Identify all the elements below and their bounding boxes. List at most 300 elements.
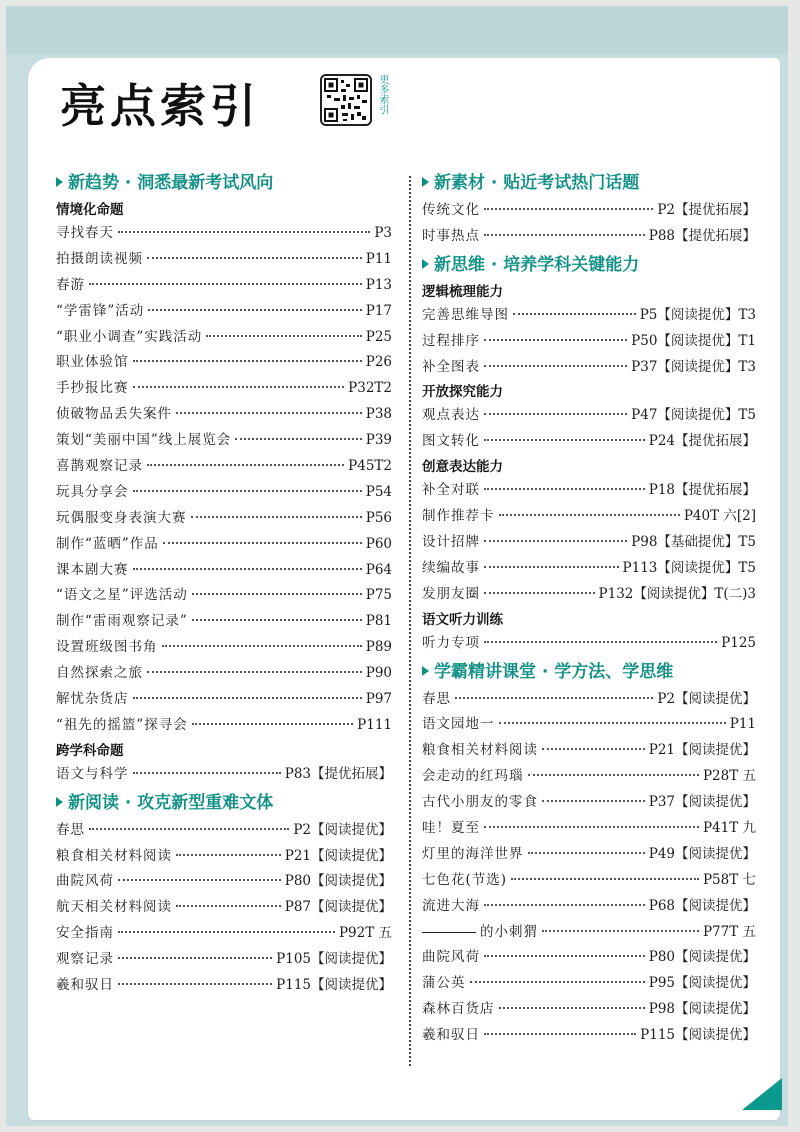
entry-title <box>56 609 188 635</box>
dot-leader <box>176 905 281 907</box>
dot-leader <box>511 878 699 880</box>
entry-title-text: 过程排序 <box>422 332 480 349</box>
entry-title-text: 粮食相关材料阅读 <box>422 742 538 759</box>
entry-title <box>56 454 143 480</box>
entry-title-text: 解忧杂货店 <box>56 691 129 708</box>
entry-title-text: 完善思维导图 <box>422 306 509 323</box>
teal-header-strip <box>6 6 788 54</box>
index-entry[interactable] <box>422 764 756 790</box>
entry-title <box>56 947 114 973</box>
section-heading-text: 新思维 · 培养学科关键能力 <box>434 254 640 275</box>
index-entry[interactable] <box>422 842 756 868</box>
section-heading <box>56 788 392 818</box>
entry-title <box>56 921 114 947</box>
dot-leader <box>528 774 699 776</box>
section-heading-text: 学霸精讲课堂 · 学方法、学思维 <box>434 661 674 682</box>
page-reference: P54 <box>365 483 392 500</box>
page-reference: P111 <box>357 716 392 733</box>
entry-title-text: 春游 <box>56 276 85 293</box>
entry-title-text: 语文园地一 <box>422 716 495 733</box>
dot-leader <box>133 568 362 570</box>
subsection-heading: 开放探究能力 <box>422 384 503 401</box>
dot-leader <box>499 514 680 516</box>
entry-title-text: “祖先的摇篮”探寻会 <box>56 716 188 733</box>
index-entry[interactable] <box>422 631 756 657</box>
qr-caption: 更多索引 <box>377 74 388 114</box>
dot-leader <box>118 957 272 959</box>
dot-leader <box>484 592 595 594</box>
page-reference: P49【阅读提优】 <box>648 845 756 862</box>
entry-title <box>56 402 172 428</box>
entry-title-text: 续编故事 <box>422 559 480 576</box>
entry-title-text: 七色花(节选) <box>422 871 508 888</box>
corner-ornament <box>742 1078 782 1110</box>
dot-leader <box>192 723 353 725</box>
page-reference: P89 <box>365 639 392 656</box>
page-reference: P11 <box>729 716 756 733</box>
entry-title-text: 制作“雷雨观察记录” <box>56 613 188 630</box>
index-entry[interactable] <box>56 480 392 506</box>
index-entry[interactable] <box>422 894 756 920</box>
entry-title <box>56 480 129 506</box>
entry-title <box>422 329 480 355</box>
entry-title <box>56 661 143 687</box>
entry-title <box>422 790 538 816</box>
page-reference: P98【阅读提优】 <box>648 1001 756 1018</box>
entry-title <box>56 350 129 376</box>
page-reference: P115【阅读提优】 <box>276 977 392 994</box>
entry-title <box>56 558 129 584</box>
index-entry[interactable] <box>56 221 392 247</box>
section-heading <box>422 168 756 198</box>
entry-title-text: 的小刺猬 <box>480 923 538 940</box>
dot-leader <box>484 566 619 568</box>
entry-title-text: 补全图表 <box>422 358 480 375</box>
dot-leader <box>162 645 362 647</box>
entry-title <box>56 762 129 788</box>
page-reference: P75 <box>365 587 392 604</box>
entry-title <box>422 738 538 764</box>
entry-title <box>56 844 172 870</box>
index-entry[interactable] <box>422 582 756 608</box>
dot-leader <box>484 208 653 210</box>
dot-leader <box>484 904 645 906</box>
page-reference: P92T 五 <box>338 925 392 942</box>
dot-leader <box>192 619 362 621</box>
page-reference: P80【阅读提优】 <box>648 949 756 966</box>
entry-title-text: 羲和驭日 <box>422 1027 480 1044</box>
index-entry[interactable] <box>56 506 392 532</box>
entry-title-text: 羲和驭日 <box>56 977 114 994</box>
dot-leader <box>542 930 699 932</box>
index-entry[interactable] <box>422 504 756 530</box>
index-entry[interactable] <box>56 609 392 635</box>
dot-leader <box>118 931 335 933</box>
page-reference: P115【阅读提优】 <box>640 1027 756 1044</box>
entry-title-text: 观察记录 <box>56 951 114 968</box>
entry-title-text: 森林百货店 <box>422 1001 495 1018</box>
index-entry[interactable] <box>422 198 756 224</box>
entry-title <box>422 504 495 530</box>
page-reference: P24【提优拓展】 <box>648 433 756 450</box>
entry-title-text: 时事热点 <box>422 227 480 244</box>
page-reference: P113【阅读提优】T5 <box>622 559 756 576</box>
entry-title-text: 曲院风荷 <box>422 949 480 966</box>
section-heading <box>422 250 756 280</box>
entry-title <box>422 631 480 657</box>
section-heading-text: 新阅读 · 攻克新型重难文体 <box>68 792 274 813</box>
index-entry[interactable] <box>56 299 392 325</box>
page-reference: P37【阅读提优】T3 <box>631 358 756 375</box>
entry-title-text: 航天相关材料阅读 <box>56 899 172 916</box>
entry-title <box>422 764 524 790</box>
entry-title <box>422 478 480 504</box>
entry-title-text: 古代小朋友的零食 <box>422 794 538 811</box>
entry-title <box>422 687 451 713</box>
page-reference: P97 <box>365 691 392 708</box>
index-entry[interactable] <box>422 738 756 764</box>
index-entry[interactable] <box>56 661 392 687</box>
entry-title <box>56 299 144 325</box>
entry-title-text: 哇！夏至 <box>422 820 480 837</box>
page-reference: P2【阅读提优】 <box>293 821 392 838</box>
entry-title <box>56 713 188 739</box>
index-entry[interactable] <box>56 454 392 480</box>
section-heading <box>422 657 756 687</box>
index-entry[interactable] <box>422 997 756 1023</box>
triangle-bullet-icon <box>422 259 429 269</box>
index-entry[interactable] <box>422 556 756 582</box>
index-entry[interactable] <box>56 428 392 454</box>
subsection-heading: 情境化命题 <box>56 202 124 218</box>
subsection-heading: 逻辑梳理能力 <box>422 283 503 300</box>
page-reference: P25 <box>365 328 392 345</box>
entry-title-text: 手抄报比赛 <box>56 380 129 397</box>
entry-title <box>422 530 480 556</box>
entry-title <box>422 945 480 971</box>
entry-title-text: 制作推荐卡 <box>422 508 495 525</box>
entry-title-text: “语文之星”评选活动 <box>56 587 188 604</box>
page-reference: P18【提优拓展】 <box>648 482 756 499</box>
page-reference: P13 <box>365 276 392 293</box>
entry-title-text: 语文与科学 <box>56 765 129 782</box>
entry-title-text: 设计招牌 <box>422 534 480 551</box>
page-reference: P11 <box>365 250 392 267</box>
entry-title <box>422 1023 480 1049</box>
entry-title-text: 策划“美丽中国”线上展览会 <box>56 432 232 449</box>
index-entry[interactable] <box>422 971 756 997</box>
page-reference: P38 <box>365 406 392 423</box>
entry-title <box>422 920 538 946</box>
page-reference: P125 <box>721 634 756 651</box>
index-entry[interactable] <box>56 921 392 947</box>
dot-leader <box>133 772 281 774</box>
entry-title <box>422 894 480 920</box>
entry-title <box>56 273 85 299</box>
page-reference: P98【基础提优】T5 <box>631 534 756 551</box>
dot-leader <box>148 309 361 311</box>
index-entry[interactable] <box>422 329 756 355</box>
index-entry[interactable] <box>56 973 392 999</box>
entry-title-text: “职业小调查”实践活动 <box>56 328 203 345</box>
page-reference: P77T 五 <box>702 923 756 940</box>
page-reference: P40T 六[2] <box>683 508 756 525</box>
index-entry[interactable] <box>422 403 756 429</box>
entry-title <box>56 221 114 247</box>
qr-pattern <box>322 76 370 124</box>
entry-title <box>56 506 187 532</box>
dot-leader <box>89 283 362 285</box>
fill-in-blank-line <box>422 932 476 933</box>
page-reference: P81 <box>365 613 392 630</box>
dot-leader <box>118 879 281 881</box>
entry-title <box>422 198 480 224</box>
entry-title-text: 灯里的海洋世界 <box>422 845 524 862</box>
page-reference: P95【阅读提优】 <box>648 975 756 992</box>
page-reference: P68【阅读提优】 <box>648 897 756 914</box>
index-entry[interactable] <box>422 920 756 946</box>
entry-title <box>422 556 480 582</box>
entry-title-text: 玩具分享会 <box>56 483 129 500</box>
entry-title-text: 侦破物品丢失案件 <box>56 406 172 423</box>
entry-title <box>56 532 159 558</box>
entry-title <box>422 303 509 329</box>
dot-leader <box>484 955 645 957</box>
index-entry[interactable] <box>56 273 392 299</box>
entry-title-text: 春思 <box>56 821 85 838</box>
dot-leader <box>206 335 361 337</box>
triangle-bullet-icon <box>56 177 63 187</box>
entry-title <box>422 582 480 608</box>
dot-leader <box>484 826 699 828</box>
dot-leader <box>484 439 645 441</box>
entry-title-text: 春思 <box>422 690 451 707</box>
page-reference: P90 <box>365 665 392 682</box>
dot-leader <box>513 313 636 315</box>
dot-leader <box>235 438 361 440</box>
entry-title <box>56 687 129 713</box>
entry-title <box>56 428 231 454</box>
left-column <box>56 168 392 999</box>
page-reference: P39 <box>365 432 392 449</box>
dot-leader <box>133 360 362 362</box>
dot-leader <box>118 983 272 985</box>
entry-title <box>422 997 495 1023</box>
index-entry[interactable] <box>56 947 392 973</box>
dot-leader <box>191 516 362 518</box>
index-entry[interactable] <box>422 816 756 842</box>
entry-title-text: 流进大海 <box>422 897 480 914</box>
page-reference: P58T 七 <box>702 871 756 888</box>
entry-title <box>422 971 466 997</box>
qr-code-icon[interactable] <box>320 74 372 126</box>
entry-title <box>422 429 480 455</box>
entry-title <box>422 842 524 868</box>
page-reference: P17 <box>365 302 392 319</box>
subsection-heading: 语文听力训练 <box>422 611 503 628</box>
index-entry[interactable] <box>422 478 756 504</box>
entry-title-text: 职业体验馆 <box>56 354 129 371</box>
entry-title-text: 传统文化 <box>422 202 480 218</box>
entry-title-text: 拍摄朗读视频 <box>56 250 143 267</box>
dot-leader <box>484 1033 636 1035</box>
dot-leader <box>484 641 717 643</box>
page-reference: P87【阅读提优】 <box>284 899 392 916</box>
index-entry[interactable] <box>56 895 392 921</box>
page-reference: P50【阅读提优】T1 <box>631 332 756 349</box>
dot-leader <box>484 234 645 236</box>
triangle-bullet-icon <box>422 666 429 676</box>
index-entry[interactable] <box>56 325 392 351</box>
page-reference: P2【阅读提优】 <box>657 690 756 707</box>
dot-leader <box>455 697 653 699</box>
page-reference: P37【阅读提优】 <box>648 794 756 811</box>
entry-title-text: 粮食相关材料阅读 <box>56 847 172 864</box>
entry-title-text: 补全对联 <box>422 482 480 499</box>
page-reference: P32T2 <box>348 380 392 397</box>
dot-leader <box>192 593 362 595</box>
entry-title-text: 安全指南 <box>56 925 114 942</box>
entry-title <box>56 325 202 351</box>
index-entry[interactable] <box>56 350 392 376</box>
entry-title <box>56 818 85 844</box>
page-reference: P83【提优拓展】 <box>284 765 392 782</box>
page-reference: P5【阅读提优】T3 <box>639 306 756 323</box>
section-heading-text: 新素材 · 贴近考试热门话题 <box>434 173 640 193</box>
entry-title <box>422 224 480 250</box>
index-entry[interactable] <box>56 713 392 739</box>
entry-title <box>56 247 143 273</box>
index-entry[interactable] <box>56 583 392 609</box>
page-reference: P80【阅读提优】 <box>284 873 392 890</box>
page-reference: P2【提优拓展】 <box>657 202 756 218</box>
index-entry[interactable] <box>56 687 392 713</box>
entry-title-text: 会走动的红玛瑙 <box>422 768 524 785</box>
dot-leader <box>470 981 645 983</box>
page-reference: P56 <box>365 509 392 526</box>
entry-title-text: 课本剧大赛 <box>56 561 129 578</box>
index-entry[interactable] <box>56 532 392 558</box>
entry-title <box>56 376 129 402</box>
entry-title-text: 图文转化 <box>422 433 480 450</box>
index-entry[interactable] <box>56 402 392 428</box>
page-reference: P41T 九 <box>702 820 756 837</box>
entry-title-text: 观点表达 <box>422 407 480 424</box>
entry-title <box>56 869 114 895</box>
index-entry[interactable] <box>422 945 756 971</box>
page-reference: P21【阅读提优】 <box>648 742 756 759</box>
dot-leader <box>133 697 362 699</box>
index-entry[interactable] <box>422 429 756 455</box>
page-reference: P88【提优拓展】 <box>648 227 756 244</box>
dot-leader <box>176 412 362 414</box>
dot-leader <box>176 854 281 856</box>
entry-title-text: 曲院风荷 <box>56 873 114 890</box>
index-entry[interactable] <box>422 224 756 250</box>
entry-title-text: 寻找春天 <box>56 225 114 241</box>
index-entry[interactable] <box>422 687 756 713</box>
page-reference: P28T 五 <box>702 768 756 785</box>
dot-leader <box>484 540 627 542</box>
page-reference: P47【阅读提优】T5 <box>631 407 756 424</box>
index-entry[interactable] <box>422 868 756 894</box>
page-title: 亮点索引 <box>60 79 260 133</box>
dot-leader <box>499 1007 645 1009</box>
dot-leader <box>118 231 370 233</box>
right-column <box>422 168 756 1049</box>
dot-leader <box>147 671 362 673</box>
column-divider <box>409 176 411 1066</box>
page-reference: P26 <box>365 354 392 371</box>
page-reference: P105【阅读提优】 <box>276 951 392 968</box>
entry-title <box>56 583 188 609</box>
page-reference: P60 <box>365 535 392 552</box>
entry-title <box>422 868 507 894</box>
entry-title-text: 制作“蓝晒”作品 <box>56 535 159 552</box>
index-entry[interactable] <box>56 818 392 844</box>
entry-title-text: 发朋友圈 <box>422 585 480 602</box>
index-entry[interactable] <box>56 558 392 584</box>
triangle-bullet-icon <box>422 177 429 187</box>
index-entry[interactable] <box>56 247 392 273</box>
entry-title <box>422 816 480 842</box>
dot-leader <box>484 488 645 490</box>
index-entry[interactable] <box>56 635 392 661</box>
index-entry[interactable] <box>422 790 756 816</box>
entry-title <box>422 712 495 738</box>
entry-title-text: 设置班级图书角 <box>56 639 158 656</box>
index-entry[interactable] <box>422 355 756 381</box>
dot-leader <box>89 828 289 830</box>
entry-title-text: “学雷锋”活动 <box>56 302 145 319</box>
entry-title-text: 听力专项 <box>422 634 480 651</box>
page-reference: P132【阅读提优】T(二)3 <box>598 585 756 602</box>
dot-leader <box>163 542 362 544</box>
index-entry[interactable] <box>56 844 392 870</box>
page-reference: P64 <box>365 561 392 578</box>
entry-title-text: 玩偶服变身表演大赛 <box>56 509 187 526</box>
entry-title <box>56 895 172 921</box>
index-entry[interactable] <box>422 712 756 738</box>
entry-title <box>56 635 158 661</box>
triangle-bullet-icon <box>56 797 63 807</box>
index-entry[interactable] <box>56 869 392 895</box>
dot-leader <box>542 800 645 802</box>
index-entry[interactable] <box>422 303 756 329</box>
section-heading <box>56 168 392 198</box>
entry-title <box>422 403 480 429</box>
subsection-heading: 跨学科命题 <box>56 742 124 759</box>
dot-leader <box>147 464 344 466</box>
page-reference: P21【阅读提优】 <box>284 847 392 864</box>
page-reference: P45T2 <box>348 458 392 475</box>
entry-title <box>56 973 114 999</box>
dot-leader <box>147 257 362 259</box>
dot-leader <box>528 852 645 854</box>
entry-title-text: 自然探索之旅 <box>56 665 143 682</box>
index-entry[interactable] <box>422 1023 756 1049</box>
entry-title <box>422 355 480 381</box>
index-entry[interactable] <box>56 762 392 788</box>
entry-title-text: 蒲公英 <box>422 975 466 992</box>
entry-title-text: 喜鹊观察记录 <box>56 458 143 475</box>
subsection-heading: 创意表达能力 <box>422 459 503 476</box>
dot-leader <box>542 748 645 750</box>
index-entry[interactable] <box>56 376 392 402</box>
index-entry[interactable] <box>422 530 756 556</box>
dot-leader <box>484 339 627 341</box>
dot-leader <box>133 386 345 388</box>
